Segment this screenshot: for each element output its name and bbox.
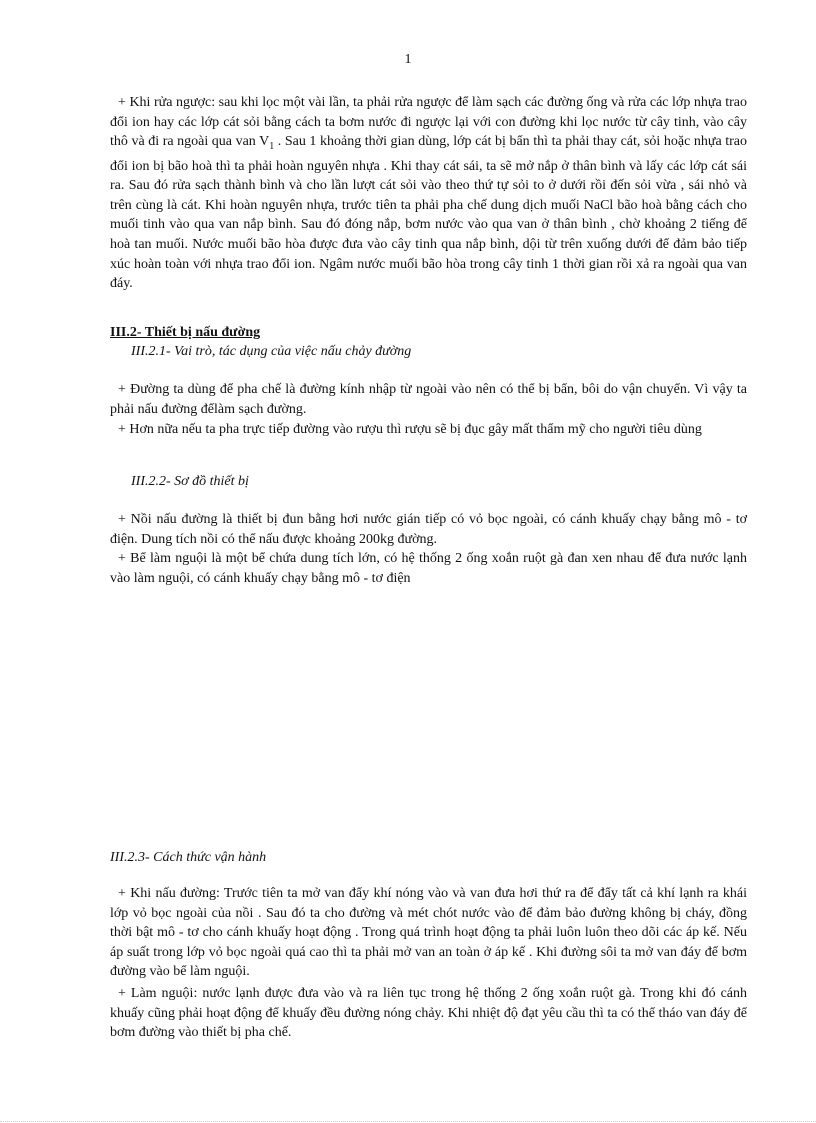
valve-subscript: 1 bbox=[269, 140, 275, 152]
paragraph-backwash bbox=[110, 93, 747, 294]
paragraph-role-2 bbox=[110, 420, 747, 440]
operation-2-text: + Làm nguội: nước lạnh được đưa vào và ra liên tục trong hệ thống 2 ống xoắn ruột gà. Trong khi đó cánh khuấy cũng phải hoạt động để khuấy đều đường nóng chảy. Khi nhiệt độ đạt yêu cầu thì ta có thể tháo van đáy để bơm đường vào thiết bị pha chế. bbox=[110, 986, 747, 1041]
diagram-1-text: + Nồi nấu đường là thiết bị đun bằng hơi nước gián tiếp có vỏ bọc ngoài, có cánh khuấy chạy bằng mô - tơ điện. Dung tích nồi có thể nấu được khoảng 200kg đường. bbox=[110, 512, 747, 547]
role-1-text: + Đường ta dùng để pha chế là đường kính nhập từ ngoài vào nên có thể bị bẩn, bôi do vận chuyển. Vì vậy ta phải nấu đường đểlàm sạch đường. bbox=[110, 382, 747, 417]
paragraph-operation-1 bbox=[110, 884, 747, 982]
diagram-2-text: + Bể làm nguội là một bể chứa dung tích lớn, có hệ thống 2 ống xoắn ruột gà đan xen nhau để đưa nước lạnh vào làm nguội, có cánh khuấy chạy bằng mô - tơ điện bbox=[110, 551, 747, 586]
subsection-operation-heading: III.2.3- Cách thức vận hành bbox=[110, 850, 267, 865]
page-number: 1 bbox=[404, 52, 412, 67]
paragraph-role-1 bbox=[110, 380, 747, 419]
paragraph-diagram-2 bbox=[110, 549, 747, 588]
backwash-text-b: . Sau 1 khoảng thời gian dùng, lớp cát bị bẩn thì ta phải thay cát, sỏi hoặc nhựa trao đổi ion bị bão hoà thì ta phải hoàn nguyên nhựa . Khi thay cát sái, ta sẽ mở nắp ở thân bình và lấy các lớp cát sái ra. Sau đó rửa sạch thành bình và cho lần lượt cát sỏi vào theo thứ tự sỏi to ở dưới rồi đến sỏi vừa , sái nhỏ và trên cùng là cát. Khi hoàn nguyên nhựa, trước tiên ta phải pha chế dung dịch muối NaCl bão hoà bằng cách cho muối tinh vào qua van nắp bình. Sau đó đóng nắp, bơm nước vào qua van ở thân bình , chờ khoảng 2 tiếng để hoà tan muối. Nước muối bão hòa được đưa vào cây tinh qua nắp bình, dội từ trên xuống dưới để đảm bảo tiếp xúc hoàn toàn với nhựa trao đổi ion. Ngâm nước muối bão hòa trong cây tinh 1 thời gian rồi xả ra ngoài qua van đáy. bbox=[110, 134, 747, 292]
subsection-diagram-heading: III.2.2- Sơ đồ thiết bị bbox=[131, 474, 249, 489]
operation-1-text: + Khi nấu đường: Trước tiên ta mở van đẩy khí nóng vào và van đưa hơi thứ ra để đẩy tất cả khí lạnh ra khái lớp vỏ bọc ngoài của nồi . Sau đó ta cho đường và mét chót nước vào để đảm bảo đường không bị cháy, đồng thời bật mô - tơ cho cánh khuấy hoạt động . Trong quá trình hoạt động ta phải luôn luôn theo dõi các áp kế. Nếu áp suất trong lớp vỏ bọc ngoài quá cao thì ta phải mở van an toàn ở áp kế . Khi đường sôi ta mở van đáy để bơm đường vào bể làm nguội. bbox=[110, 886, 747, 980]
backwash-text-a: + Khi rửa ngược: sau khi lọc một vài lần, ta phải rửa ngược để làm sạch các đường ống và rửa các lớp nhựa trao đổi ion hay các lớp cát sỏi bằng cách ta bơm nước đi ngược lại với con đường khi lọc nước từ cây tinh, vào cây thô và đi ra ngoài qua van V bbox=[110, 95, 747, 150]
paragraph-operation-2 bbox=[110, 984, 747, 1043]
section-heading: III.2- Thiết bị nấu đường bbox=[110, 325, 261, 340]
paragraph-diagram-1 bbox=[110, 510, 747, 549]
subsection-role-heading: III.2.1- Vai trò, tác dụng của việc nấu chảy đường bbox=[131, 344, 412, 359]
role-2-text: + Hơn nữa nếu ta pha trực tiếp đường vào rượu thì rượu sẽ bị đục gây mất thẩm mỹ cho người tiêu dùng bbox=[118, 422, 702, 437]
page-bottom-edge bbox=[0, 1121, 816, 1122]
